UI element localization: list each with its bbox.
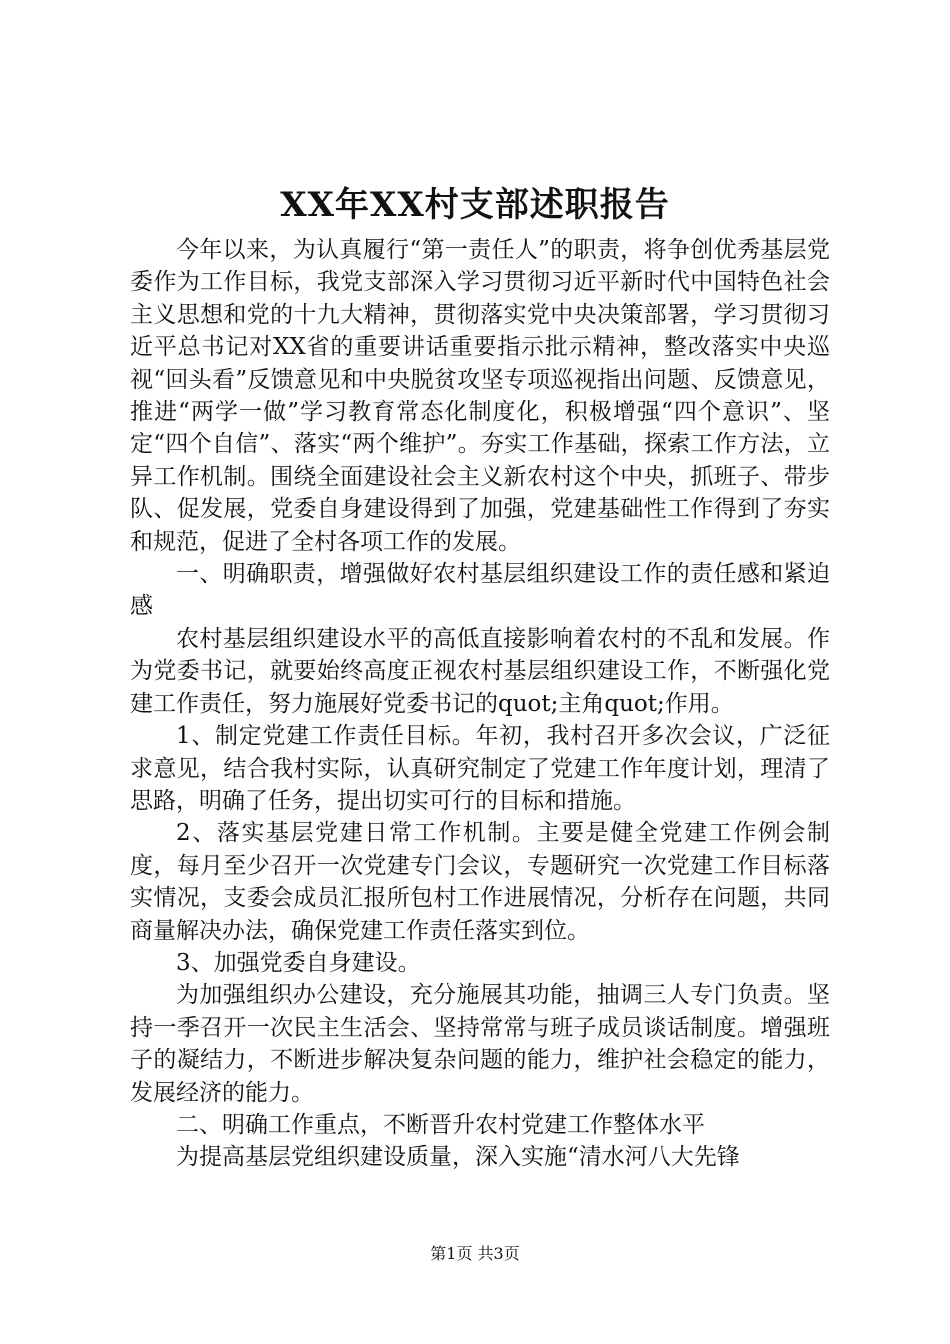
heading-section-2: 二、明确工作重点，不断晋升农村党建工作整体水平 (176, 1111, 705, 1138)
page-footer: 第1页 共3页 (430, 1244, 520, 1263)
paragraph-item-2: 2、落实基层党建日常工作机制。主要是健全党建工作例会制度，每月至少召开一次党建专门会议，专题研究一次党建工作目标落实情况，支委会成员汇报所包村工作进展情况，分析存在问题，共同商量解决办法，确保党建工作责任落实到位。 (130, 820, 830, 944)
paragraph: 为提高基层党组织建设质量，深入实施“清水河八大先锋 (176, 1144, 740, 1171)
paragraph: 农村基层组织建设水平的高低直接影响着农村的不乱和发展。作为党委书记，就要始终高度正视农村基层组织建设工作，不断强化党建工作责任，努力施展好党委书记的quot;主角quot;作用。 (130, 625, 830, 717)
paragraph-item-1: 1、制定党建工作责任目标。年初，我村召开多次会议，广泛征求意见，结合我村实际，认真研究制定了党建工作年度计划，理清了思路，明确了任务，提出切实可行的目标和措施。 (130, 723, 830, 814)
document-body (130, 234, 830, 1174)
heading-section-1: 一、明确职责，增强做好农村基层组织建设工作的责任感和紧迫感 (130, 561, 830, 620)
paragraph-item-3: 3、加强党委自身建设。 (176, 949, 421, 976)
paragraph-intro: 今年以来，为认真履行“第一责任人”的职责，将争创优秀基层党委作为工作目标，我党支部深入学习贯彻习近平新时代中国特色社会主义思想和党的十九大精神，贯彻落实党中央决策部署，学习贯彻习近平总书记对XX省的重要讲话重要指示批示精神，整改落实中央巡视“回头看”反馈意见和中央脱贫攻坚专项巡视指出问题、反馈意见，推进“两学一做”学习教育常态化制度化，积极增强“四个意识”、坚定“四个自信”、落实“两个维护”。夯实工作基础，探索工作方法，立异工作机制。围绕全面建设社会主义新农村这个中央，抓班子、带步队、促发展，党委自身建设得到了加强，党建基础性工作得到了夯实和规范，促进了全村各项工作的发展。 (130, 237, 830, 555)
document-title: XX年XX村支部述职报告 (280, 185, 670, 225)
paragraph: 为加强组织办公建设，充分施展其功能，抽调三人专门负责。坚持一季召开一次民主生活会、坚持常常与班子成员谈话制度。增强班子的凝结力，不断进步解决复杂问题的能力，维护社会稳定的能力，发展经济的能力。 (130, 982, 830, 1106)
